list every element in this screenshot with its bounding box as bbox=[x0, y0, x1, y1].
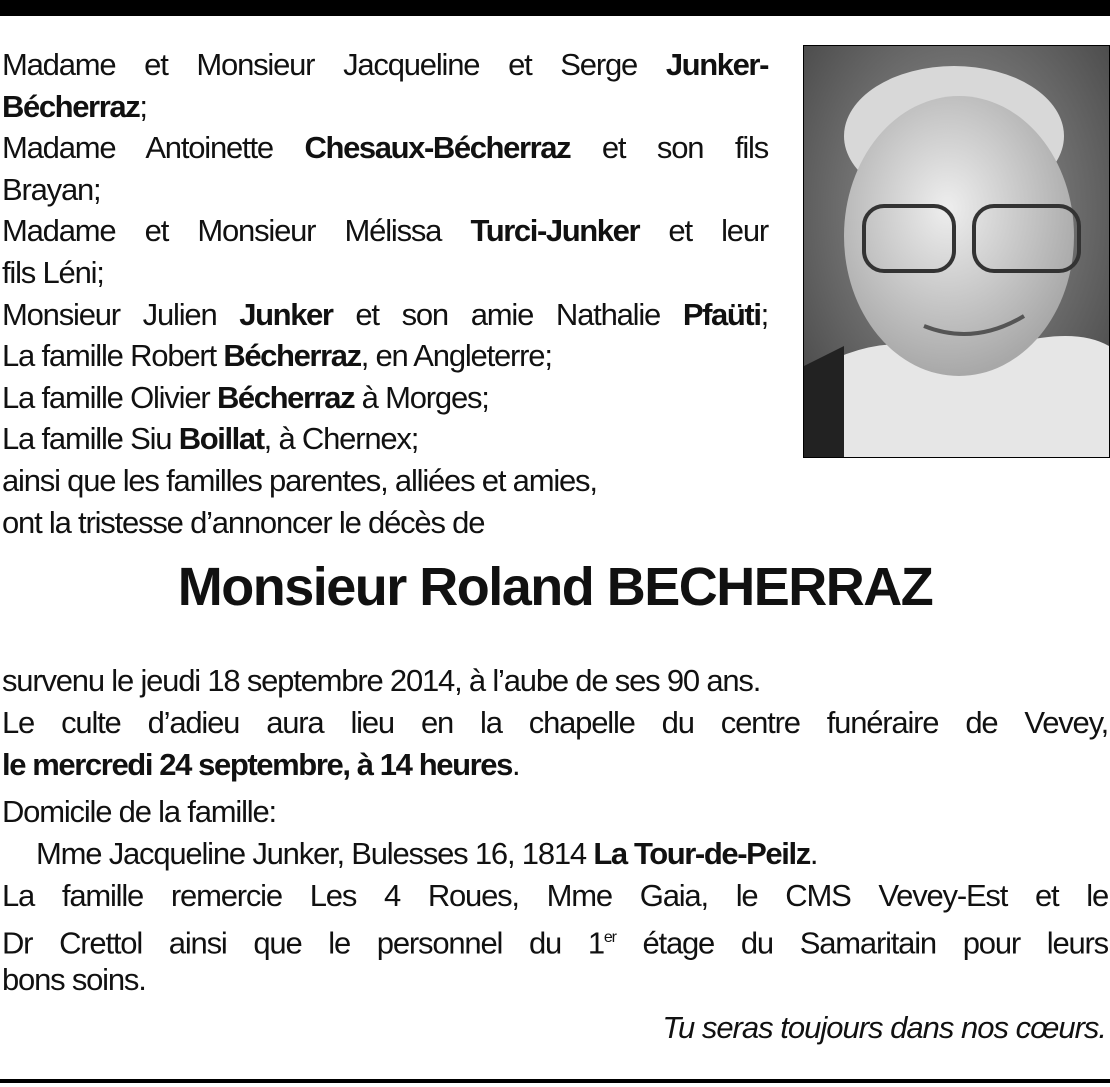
bold-name: Bécherraz bbox=[2, 88, 140, 124]
text-line bbox=[2, 502, 768, 544]
text-segment: survenu le jeudi 18 septembre 2014, à l’aube de ses 90 ans. bbox=[2, 663, 761, 698]
text-segment: et son fils bbox=[570, 130, 768, 166]
text-line bbox=[2, 210, 768, 252]
bold-name: Turci-Junker bbox=[470, 213, 640, 249]
text-segment: ; bbox=[760, 296, 768, 332]
text-line bbox=[2, 875, 1108, 917]
bold-name: Pfaüti bbox=[682, 296, 761, 332]
text-line bbox=[2, 791, 1108, 833]
text-segment: et son amie Nathalie bbox=[332, 296, 683, 332]
text-line bbox=[2, 377, 768, 419]
text-line bbox=[2, 44, 768, 86]
bold-name: le mercredi 24 septembre, à 14 heures bbox=[2, 746, 512, 782]
bold-name: Junker- bbox=[665, 47, 768, 82]
text-segment: er bbox=[603, 928, 616, 946]
text-line bbox=[2, 917, 1108, 959]
text-line bbox=[2, 335, 768, 377]
text-segment: étage du Samaritain pour leurs bbox=[615, 925, 1108, 961]
bold-name: Bécherraz bbox=[223, 338, 361, 374]
bottom-rule bbox=[0, 1079, 1110, 1083]
text-segment: , à Chernex; bbox=[263, 421, 419, 457]
text-line bbox=[2, 833, 1108, 875]
portrait-photo bbox=[803, 45, 1110, 458]
text-line bbox=[2, 252, 768, 294]
text-line bbox=[2, 294, 768, 336]
text-segment: Mme Jacqueline Junker, Bulesses 16, 1814 bbox=[36, 836, 594, 872]
text-segment: Le culte d’adieu aura lieu en la chapelle du centre funéraire de Vevey, bbox=[2, 704, 1108, 740]
text-line bbox=[2, 169, 768, 211]
bold-name: Junker bbox=[239, 296, 333, 332]
text-segment: Brayan; bbox=[2, 171, 101, 207]
closing-message: Tu seras toujours dans nos cœurs. bbox=[662, 1010, 1106, 1045]
text-segment: fils Léni; bbox=[2, 254, 104, 290]
text-segment: Monsieur Julien bbox=[2, 296, 240, 332]
text-segment: . bbox=[809, 836, 818, 872]
text-segment: . bbox=[511, 746, 520, 782]
text-segment: à Morges; bbox=[354, 379, 489, 415]
text-line bbox=[2, 86, 768, 128]
text-line bbox=[2, 702, 1108, 744]
text-line bbox=[2, 127, 768, 169]
text-segment: La famille Siu bbox=[2, 421, 179, 457]
text-segment: ont la tristesse d’annoncer le décès de bbox=[2, 504, 485, 540]
text-segment: Domicile de la famille: bbox=[2, 794, 276, 830]
text-segment: , en Angleterre; bbox=[360, 338, 552, 374]
text-segment: ; bbox=[139, 88, 147, 124]
text-segment: Madame et Monsieur Mélissa bbox=[2, 213, 471, 249]
text-segment: et leur bbox=[639, 213, 768, 249]
bold-name: Chesaux-Bécherraz bbox=[304, 130, 571, 166]
text-segment: ainsi que les familles parentes, alliées et amies, bbox=[2, 462, 597, 498]
bold-name: Bécherraz bbox=[216, 379, 355, 415]
deceased-name: Monsieur Roland BECHERRAZ bbox=[177, 557, 933, 617]
text-segment: La famille Robert bbox=[2, 338, 224, 374]
text-line bbox=[2, 959, 1108, 1001]
text-segment: Dr Crettol ainsi que le personnel du 1 bbox=[2, 925, 604, 961]
text-segment: Madame Antoinette bbox=[2, 130, 305, 166]
bold-name: Boillat bbox=[178, 421, 264, 457]
family-announcement bbox=[2, 44, 768, 543]
text-line bbox=[2, 660, 1108, 702]
text-segment: bons soins. bbox=[2, 961, 146, 997]
ceremony-details bbox=[2, 660, 1108, 1000]
text-line bbox=[2, 460, 768, 502]
text-line bbox=[2, 744, 1108, 786]
text-segment: La famille Olivier bbox=[2, 379, 217, 415]
bold-name: La Tour-de-Peilz bbox=[593, 836, 810, 872]
top-rule bbox=[0, 0, 1110, 16]
text-segment: Madame et Monsieur Jacqueline et Serge bbox=[2, 47, 666, 82]
text-line bbox=[2, 418, 768, 460]
text-segment: La famille remercie Les 4 Roues, Mme Gaia, le CMS Vevey-Est et le bbox=[2, 877, 1108, 913]
